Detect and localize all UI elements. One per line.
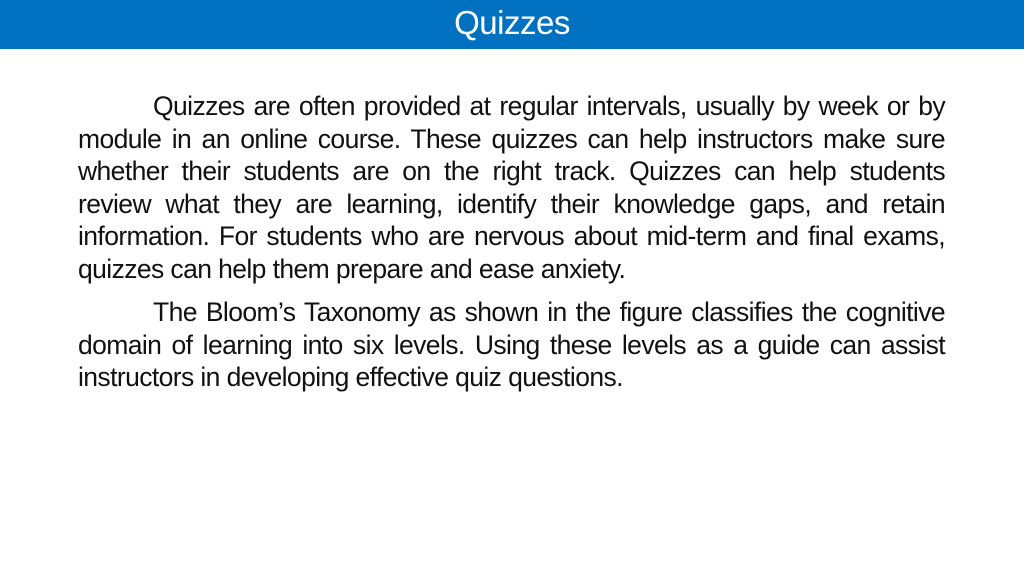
paragraph-quizzes-overview: Quizzes are often provided at regular intervals, usually by week or by module in an online course. These quizzes can help instructors make sure whether their students are on the right track. Quizzes can help students review what they are learning, identify their knowledge gaps, and retain information. For students who are nervous about mid-term and final exams, quizzes can help them prepare and ease anxiety. [78, 91, 945, 284]
slide-body [78, 90, 945, 394]
slide-title: Quizzes [454, 4, 570, 41]
title-bar [0, 0, 1024, 49]
paragraph-blooms-taxonomy: The Bloom’s Taxonomy as shown in the figure classifies the cognitive domain of learning into six levels. Using these levels as a guide can assist instructors in developing effective quiz questions. [78, 297, 945, 392]
